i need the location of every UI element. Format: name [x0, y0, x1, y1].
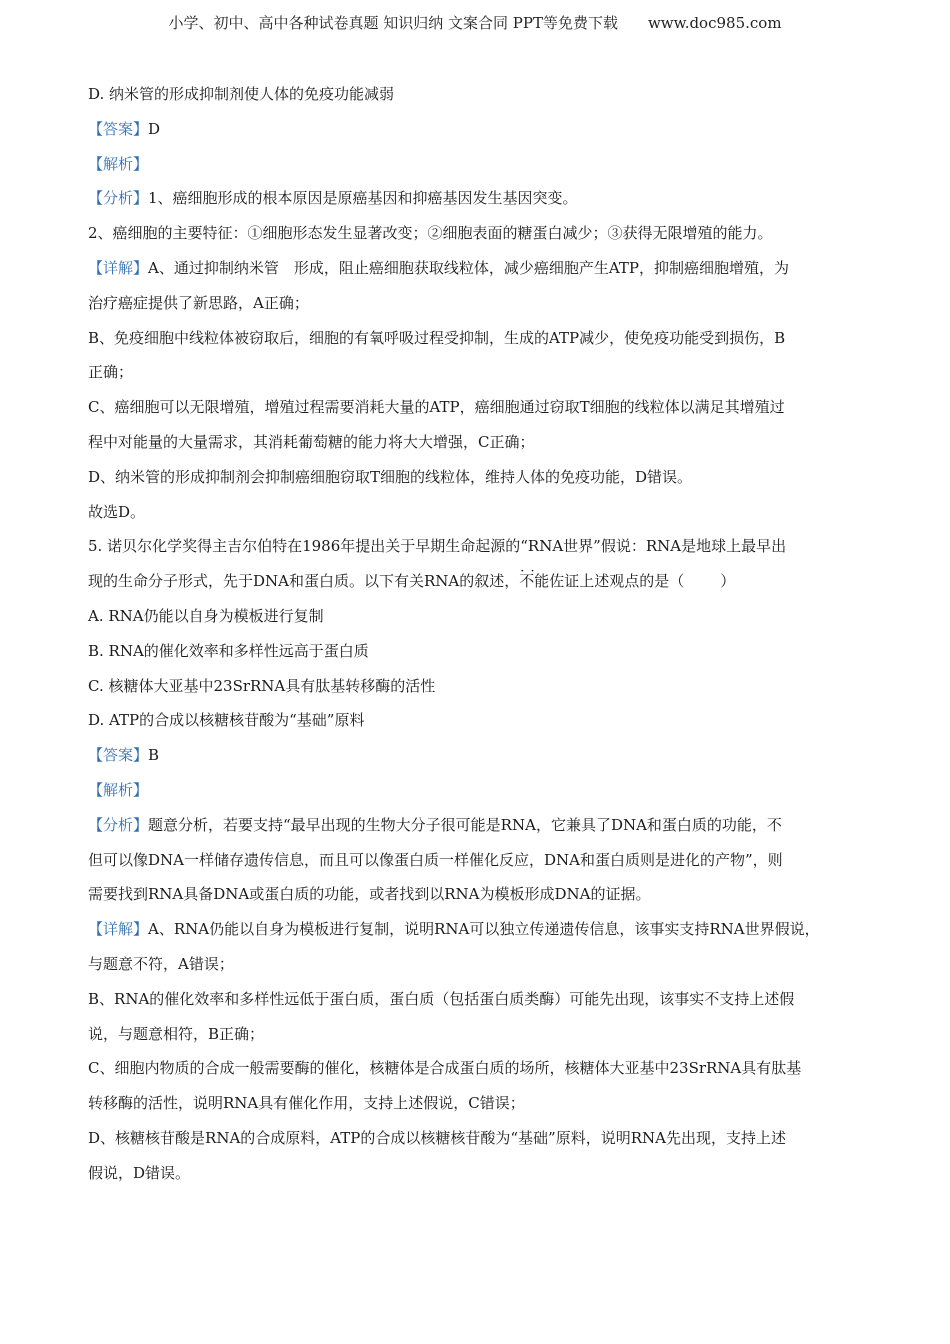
fenxi-tag: 【分析】: [88, 189, 149, 208]
paragraph-text: A、RNA仍能以自身为模板进行复制，说明RNA可以独立传递遗传信息，该事实支持RNA世界假说，: [148, 920, 820, 939]
paragraph-line: 治疗癌症提供了新思路，A正确；: [88, 293, 309, 312]
fenxi-tag: 【分析】: [88, 815, 149, 834]
question-5-stem: 5. 诺贝尔化学奖得主吉尔伯特在1986年提出关于早期生命起源的“RNA世界”假说：RNA是地球上最早出: [88, 537, 787, 556]
paragraph-line: D、纳米管的形成抑制剂会抑制癌细胞窃取T细胞的线粒体，维持人体的免疫功能，D错误。: [88, 467, 693, 486]
analysis-tag: 【解析】: [88, 780, 149, 799]
paragraph-text: 佐证上述观点的是（: [549, 572, 685, 591]
paragraph-line: D、核糖核苷酸是RNA的合成原料，ATP的合成以核糖核苷酸为“基础”原料，说明RNA先出现，支持上述: [88, 1128, 786, 1147]
option-d-q4: D. 纳米管的形成抑制剂使人体的免疫功能减弱: [88, 85, 395, 103]
detail-q4-line: [88, 251, 864, 286]
option-c-q5: C. 核糖体大亚基中23SrRNA具有肽基转移酶的活性: [88, 676, 436, 695]
answer-tag: 【答案】: [88, 119, 149, 138]
option-b-q5: B. RNA的催化效率和多样性远高于蛋白质: [88, 641, 369, 660]
paragraph-text: 1、癌细胞形成的根本原因是原癌基因和抑癌基因发生基因突变。: [148, 189, 578, 208]
paragraph-line: 需要找到RNA具备DNA或蛋白质的功能，或者找到以RNA为模板形成DNA的证据。: [88, 885, 651, 904]
paragraph-line: 正确；: [88, 363, 134, 382]
answer-value: B: [148, 746, 160, 765]
detail-q5-line: [88, 912, 864, 947]
analysis-q4-line: [88, 181, 864, 216]
option-a-q5: A. RNA仍能以自身为模板进行复制: [88, 606, 324, 625]
paragraph-line: B、免疫细胞中线粒体被窃取后，细胞的有氧呼吸过程受抑制，生成的ATP减少，使免疫功能受到损伤，B: [88, 328, 786, 347]
header-title: 小学、初中、高中各种试卷真题 知识归纳 文案合同 PPT等免费下载: [168, 14, 618, 32]
emphasized-text: 不能 · ·: [519, 572, 549, 590]
answer-tag: 【答案】: [88, 746, 149, 765]
paragraph-line: 说，与题意相符，B正确；: [88, 1024, 265, 1043]
question-5-stem-cont: [88, 564, 864, 599]
analysis-heading-q5: [88, 773, 864, 808]
page-header: [0, 12, 950, 33]
paragraph-text: ）: [720, 572, 736, 591]
answer-value: D: [148, 119, 161, 138]
document-body: [88, 77, 864, 1191]
header-url[interactable]: www.doc985.com: [647, 14, 782, 32]
analysis-tag: 【解析】: [88, 154, 149, 173]
answer-q4: [88, 112, 864, 147]
paragraph-line: 程中对能量的大量需求，其消耗葡萄糖的能力将大大增强，C正确；: [88, 432, 535, 451]
paragraph-text: A、通过抑制纳米管 形成，阻止癌细胞获取线粒体，减少癌细胞产生ATP，抑制癌细胞增殖，为: [148, 258, 789, 277]
paragraph-line: B、RNA的催化效率和多样性远低于蛋白质，蛋白质（包括蛋白质类酶）可能先出现，该事实不支持上述假: [88, 989, 795, 1008]
paragraph-line: 转移酶的活性，说明RNA具有催化作用，支持上述假说，C错误；: [88, 1094, 525, 1113]
answer-q5: [88, 738, 864, 773]
paragraph-line: 2、癌细胞的主要特征：①细胞形态发生显著改变；②细胞表面的糖蛋白减少；③获得无限增殖的能力。: [88, 224, 773, 243]
paragraph-line: 但可以像DNA一样储存遗传信息，而且可以像蛋白质一样催化反应，DNA和蛋白质则是进化的产物”，则: [88, 850, 783, 869]
paragraph-line: 假说，D错误。: [88, 1163, 191, 1182]
paragraph-text: 题意分析，若要支持“最早出现的生物大分子很可能是RNA，它兼具了DNA和蛋白质的功能，不: [148, 815, 782, 834]
paragraph-line: C、癌细胞可以无限增殖，增殖过程需要消耗大量的ATP，癌细胞通过窃取T细胞的线粒体以满足其增殖过: [88, 398, 785, 417]
analysis-q5-line: [88, 808, 864, 843]
paragraph-line: C、细胞内物质的合成一般需要酶的催化，核糖体是合成蛋白质的场所，核糖体大亚基中23SrRNA具有肽基: [88, 1059, 802, 1078]
xiangjie-tag: 【详解】: [88, 258, 149, 277]
option-d-q5: D. ATP的合成以核糖核苷酸为“基础”原料: [88, 711, 365, 730]
conclusion-q4: 故选D。: [88, 502, 146, 521]
paragraph-text: 现的生命分子形式，先于DNA和蛋白质。以下有关RNA的叙述，: [88, 572, 520, 591]
analysis-heading-q4: [88, 147, 864, 182]
paragraph-line: 与题意不符，A错误；: [88, 954, 234, 973]
xiangjie-tag: 【详解】: [88, 920, 149, 939]
